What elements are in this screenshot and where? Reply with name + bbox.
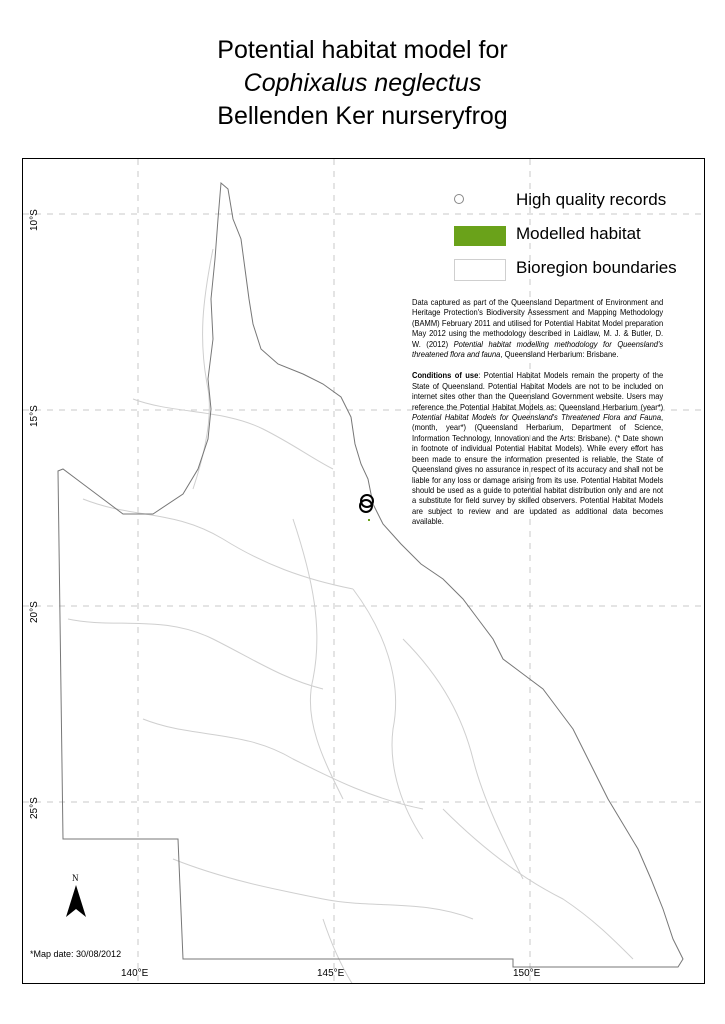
lon-label-140: 140°E <box>121 968 149 979</box>
map-title <box>0 34 725 133</box>
lat-label-20: 20°S <box>29 601 40 623</box>
conditions-of-use-note: Conditions of use: Potential Habitat Models remain the property of the State of Queensland. Potential Habitat Models are not to be included on internet sites other than the Queensland Government website. Users may reference the Potential Habitat Models as: Queensland Herbarium (year*) Potential Habitat Models for Queensland's Threatened Flora and Fauna, (month, year*) (Queensland Herbarium, Department of Science, Information Technology, Innovation and the Arts: Brisbane). (* Date shown in footnote of individual Potential Habitat Models). While every effort has been made to ensure the information presented is reliable, the State of Queensland gives no assurance in respect of its accuracy and shall not be liable for any loss or damage arising from its use. Potential Habitat Models should be used as a guide to potential habitat distribution only and are not a substitute for field survey by skilled observers. Potential Habitat Models are subject to review and are updated as additional data becomes available. <box>412 371 664 527</box>
bioregion-boundary <box>143 719 423 809</box>
bioregion-boundary <box>83 499 353 589</box>
bioregion-boundary <box>293 519 343 799</box>
modelled-habitat-patch <box>368 519 370 521</box>
legend-label-bioregion: Bioregion boundaries <box>516 258 677 277</box>
bioregion-boundary <box>68 619 323 689</box>
habitat-swatch-icon <box>454 226 506 246</box>
record-circle-icon <box>454 194 464 204</box>
lat-label-10: 10°S <box>29 209 40 231</box>
title-line-1: Potential habitat model for <box>217 36 508 64</box>
north-arrow <box>64 873 88 919</box>
conditions-heading: Conditions of use <box>412 371 479 381</box>
bioregion-boundary <box>443 809 633 959</box>
lon-label-150: 150°E <box>513 968 541 979</box>
graticule <box>23 159 705 984</box>
legend-label-records: High quality records <box>516 190 667 209</box>
common-name: Bellenden Ker nurseryfrog <box>217 102 508 130</box>
legend-label-habitat: Modelled habitat <box>516 224 641 243</box>
map-date: *Map date: 30/08/2012 <box>30 949 122 959</box>
map-frame <box>22 158 705 984</box>
bioregion-swatch-icon <box>454 259 506 281</box>
lon-label-145: 145°E <box>317 968 345 979</box>
species-name: Cophixalus neglectus <box>243 69 482 97</box>
bioregion-boundary <box>403 639 523 879</box>
map-notes <box>412 298 663 539</box>
north-arrow-icon <box>64 885 88 919</box>
data-source-note: Data captured as part of the Queensland Department of Environment and Heritage Protection's Biodiversity Assessment and Mapping Methodology (BAMM) February 2011 and utilised for Potential Habitat Model preparation May 2012 using the methodology described in Laidlaw, M. J. & Butler, D. W. (2012) Potential habitat modelling methodology for Queensland's threatened flora and fauna, Queensland Herbarium: Brisbane. <box>412 298 664 360</box>
north-label: N <box>72 873 79 883</box>
lat-label-25: 25°S <box>29 797 40 819</box>
lat-label-15: 15°S <box>29 405 40 427</box>
bioregion-boundary <box>173 859 473 919</box>
map-canvas <box>23 159 705 984</box>
